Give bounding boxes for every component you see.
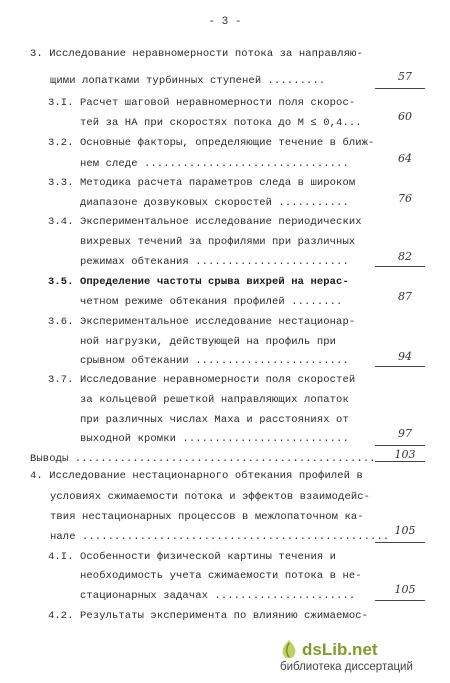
toc-page-number: 105 [394, 524, 416, 537]
watermark-site[interactable]: dsLib.net [302, 640, 378, 659]
toc-line: 3.2. Основные факторы, определяющие течение в ближ- [48, 137, 375, 149]
toc-page-number: 94 [398, 350, 412, 363]
toc-page-number: 82 [398, 250, 412, 263]
toc-line: 3.I. Расчет шаговой неравномерности поля скорос- [48, 97, 356, 109]
toc-page-number: 57 [398, 70, 412, 83]
toc-line: срывном обтекании ........................ [80, 355, 349, 367]
toc-line: 3.5. Определение частоты срыва вихрей на нерас- [48, 276, 349, 288]
toc-line: 3.6. Экспериментальное исследование нестационар- [48, 316, 356, 328]
watermark-subtitle: библиотека диссертаций [280, 661, 413, 673]
toc-line: условиях сжимаемости потока и эффектов взаимодейс- [50, 491, 371, 503]
toc-line: щими лопатками турбинных ступеней ......... [50, 75, 326, 87]
toc-line: за кольцевой решеткой направляющих лопаток [80, 394, 349, 406]
toc-line: Выводы ............................................... [30, 453, 376, 465]
toc-page-number: 97 [398, 427, 412, 440]
toc-line: 3. Исследование неравномерности потока за направляю- [30, 48, 363, 60]
dslib-logo-icon [277, 638, 301, 662]
toc-page-number: 60 [398, 110, 412, 123]
page-underline [375, 88, 425, 89]
toc-line: режимах обтекания ........................ [80, 256, 349, 268]
toc-page-number: 105 [394, 583, 416, 596]
toc-line: нем следе ................................ [80, 158, 349, 170]
toc-line: 3.7. Исследование неравномерности поля скоростей [48, 374, 356, 386]
page-number: - 3 - [208, 16, 242, 28]
toc-line: 3.4. Экспериментальное исследование периодических [48, 216, 362, 228]
toc-line: стационарных задачах ...................... [80, 590, 356, 602]
toc-line: диапазоне дозвуковых скоростей ........... [80, 197, 349, 209]
toc-line: 4. Исследование нестационарного обтекания профилей в [30, 470, 363, 482]
page-underline [375, 542, 425, 543]
toc-page-number: 64 [398, 152, 412, 165]
toc-line: 4.I. Особенности физической картины течения и [48, 551, 337, 563]
toc-line: 3.3. Методика расчета параметров следа в широком [48, 177, 356, 189]
page-underline [375, 266, 425, 267]
toc-line: твия нестационарных процессов в межлопаточном ка- [50, 511, 364, 523]
toc-line: вихревых течений за профилями при различных [80, 236, 356, 248]
toc-page-number: 87 [398, 290, 412, 303]
toc-line: ной нагрузки, действующей на профиль при [80, 336, 337, 348]
toc-line: 4.2. Результаты эксперимента по влиянию сжимаемос- [48, 610, 369, 622]
toc-line: тей за НА при скоростях потока до M ≤ 0,4... [80, 117, 362, 129]
toc-page-number: 103 [394, 448, 416, 461]
toc-line: при различных числах Маха и расстояниях от [80, 414, 349, 426]
page-underline [375, 600, 425, 601]
toc-line: четном режиме обтекания профилей ........ [80, 296, 343, 308]
toc-line: необходимость учета сжимаемости потока в не- [80, 570, 362, 582]
page-underline [375, 461, 425, 462]
toc-line: нале ................................................ [50, 531, 390, 543]
page-underline [375, 445, 425, 446]
toc-page-number: 76 [398, 192, 412, 205]
toc-line: выходной кромки .......................... [80, 433, 349, 445]
page-underline [375, 366, 425, 367]
